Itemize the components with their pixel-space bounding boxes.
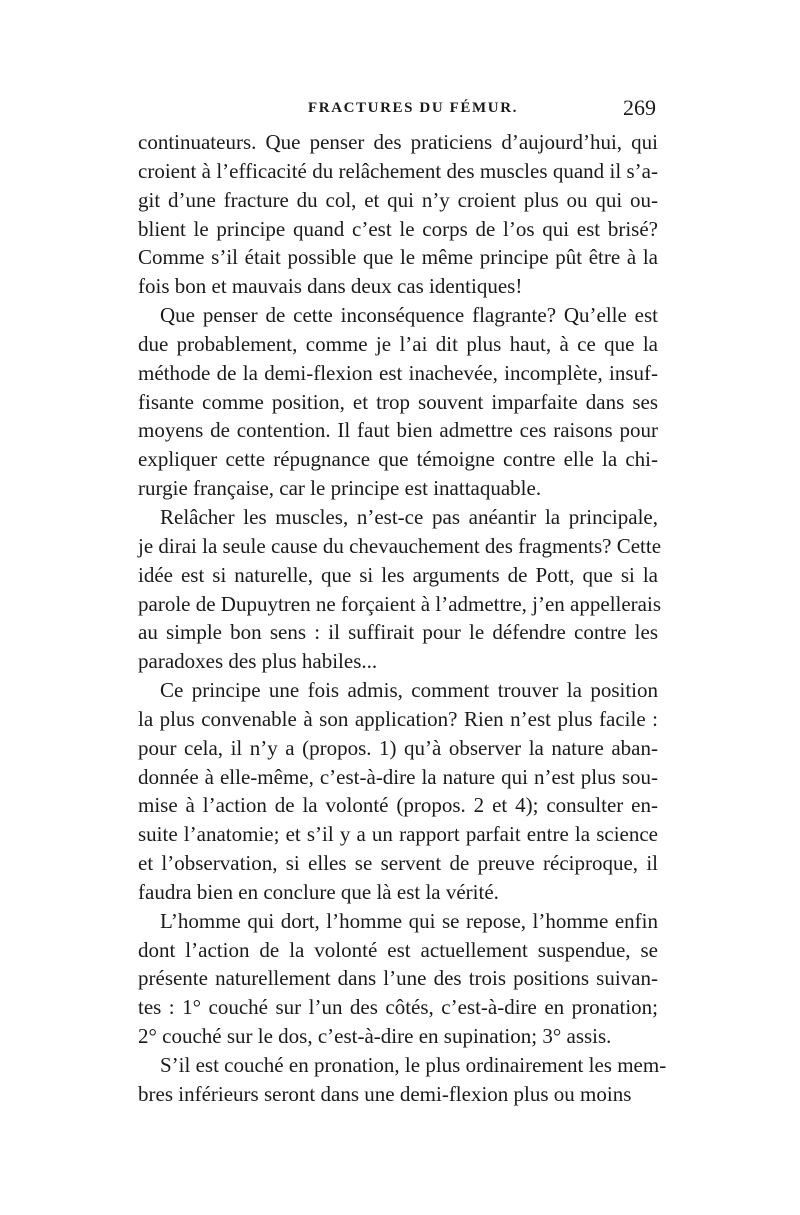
text-line: parole de Dupuytren ne forçaient à l’admettre, j’en appellerais [138, 591, 662, 616]
text-line: continuateurs. Que penser des praticiens d’aujourd’hui, qui [138, 130, 658, 154]
text-line: L’homme qui dort, l’homme qui se repose, l’homme enfin [160, 908, 658, 933]
paragraph [138, 676, 658, 907]
paragraph [138, 907, 658, 1051]
running-title: FRACTURES DU FÉMUR. [308, 100, 518, 116]
text-line: Que penser de cette inconséquence flagrante? Qu’elle est [160, 303, 658, 328]
text-line: Ce principe une fois admis, comment trouver la position [160, 678, 658, 703]
text-line: au simple bon sens : il suffirait pour le défendre contre les [138, 620, 658, 645]
paragraph [138, 128, 658, 301]
text-line: donnée à elle-même, c’est-à-dire la nature qui n’est plus sou- [138, 764, 658, 789]
text-line: dont l’action de la volonté est actuellement suspendue, se [138, 937, 658, 962]
text-line: Relâcher les muscles, n’est-ce pas anéantir la principale, [160, 504, 658, 529]
text-line: suite l’anatomie; et s’il y a un rapport parfait entre la science [138, 822, 658, 847]
text-line: 2° couché sur le dos, c’est-à-dire en supination; 3° assis. [138, 1024, 612, 1049]
text-line: paradoxes des plus habiles... [138, 649, 378, 674]
text-line: Comme s’il était possible que le même principe pût être à la [138, 245, 658, 270]
text-line: due probablement, comme je l’ai dit plus haut, à ce que la [138, 331, 658, 356]
page-number: 269 [623, 95, 656, 120]
text-line: je dirai la seule cause du chevauchement des fragments? Cette [138, 533, 662, 558]
paragraph [138, 503, 662, 676]
text-line: fisante comme position, et trop souvent imparfaite dans ses [138, 389, 658, 414]
text-line: idée est si naturelle, que si les arguments de Pott, que si la [138, 562, 658, 587]
text-line: git d’une fracture du col, et qui n’y croient plus ou qui ou- [138, 187, 658, 212]
text-line: rurgie française, car le principe est inattaquable. [138, 476, 542, 501]
text-line: fois bon et mauvais dans deux cas identiques! [138, 274, 523, 299]
text-line: expliquer cette répugnance que témoigne contre elle la chi- [138, 447, 658, 472]
text-line: présente naturellement dans l’une des trois positions suivan- [138, 966, 658, 991]
text-line: croient à l’efficacité du relâchement des muscles quand il s’a- [138, 158, 658, 183]
text-line: blient le principe quand c’est le corps de l’os qui est brisé? [138, 216, 658, 241]
paragraph [138, 301, 658, 503]
text-line: bres inférieurs seront dans une demi-flexion plus ou moins [138, 1081, 632, 1106]
text-line: S’il est couché en pronation, le plus ordinairement les mem- [160, 1053, 667, 1077]
text-line: moyens de contention. Il faut bien admettre ces raisons pour [138, 418, 658, 443]
text-line: méthode de la demi-flexion est inachevée, incomplète, insuf- [138, 360, 658, 385]
paragraph [138, 1051, 667, 1109]
text-line: faudra bien en conclure que là est la vérité. [138, 879, 499, 904]
body-text [138, 128, 667, 1109]
text-line: pour cela, il n’y a (propos. 1) qu’à observer la nature aban- [138, 735, 658, 760]
running-head [138, 96, 658, 124]
text-line: tes : 1° couché sur l’un des côtés, c’est-à-dire en pronation; [138, 995, 658, 1020]
text-line: mise à l’action de la volonté (propos. 2 et 4); consulter en- [138, 793, 658, 818]
text-line: et l’observation, si elles se servent de preuve réciproque, il [138, 851, 658, 876]
text-line: la plus convenable à son application? Rien n’est plus facile : [138, 706, 658, 731]
